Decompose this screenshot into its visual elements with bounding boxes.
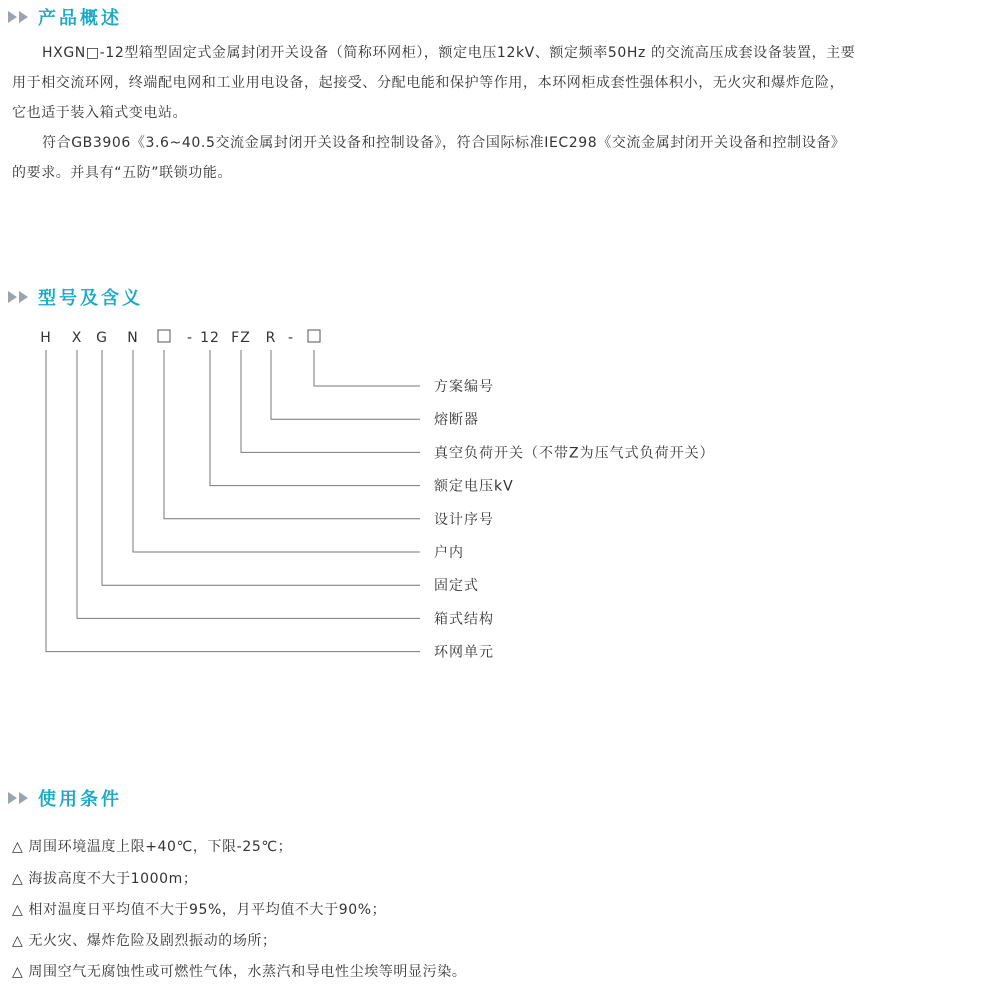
connector-line (102, 350, 420, 585)
meaning-label: 固定式 (434, 578, 479, 595)
condition-item-3: △ 相对温度日平均值不大于95%，月平均值不大于90%； (12, 902, 387, 918)
condition-item-5: △ 周围空气无腐蚀性或可燃性气体，水蒸汽和导电性尘埃等明显污染。 (12, 964, 467, 980)
connector-line (133, 350, 420, 552)
code-part: N (127, 330, 139, 346)
model-code-diagram (0, 318, 1000, 668)
meaning-label: 熔断器 (434, 412, 479, 429)
condition-item-4: △ 无火灾、爆炸危险及剧烈振动的场所； (12, 933, 277, 949)
overview-paragraph-1-line-3: 它也适于装入箱式变电站。 (12, 105, 188, 121)
model-title: 型号及含义 (38, 288, 143, 309)
meaning-label: 环网单元 (434, 644, 494, 661)
arrow-icon (8, 291, 17, 303)
condition-item-1: △ 周围环境温度上限+40℃，下限-25℃； (12, 839, 293, 855)
meaning-label: 户内 (434, 545, 464, 561)
conditions-title: 使用条件 (38, 789, 122, 810)
meaning-label: 箱式结构 (434, 611, 494, 628)
connector-line (271, 350, 420, 419)
overview-header (8, 2, 122, 32)
code-part: G (96, 330, 108, 346)
code-placeholder-box (308, 330, 320, 342)
connector-line (314, 350, 420, 386)
meaning-label: 设计序号 (434, 511, 494, 528)
code-part: R (265, 330, 277, 346)
code-part: X (71, 330, 83, 346)
model-code (40, 330, 320, 346)
model-header (8, 282, 143, 312)
meaning-label: 方案编号 (434, 379, 494, 395)
condition-item-2: △ 海拔高度不大于1000m； (12, 871, 198, 887)
connector-line (164, 350, 420, 519)
meaning-label: 额定电压kV (434, 478, 514, 495)
overview-paragraph-2-line-2: 的要求。并具有“五防”联锁功能。 (12, 165, 233, 181)
overview-paragraph-2-line-1: 符合GB3906《3.6~40.5交流金属封闭开关设备和控制设备》，符合国际标准IEC298《交流金属封闭开关设备和控制设备》 (42, 135, 846, 151)
arrow-icon (19, 792, 28, 804)
meaning-list (434, 379, 715, 661)
connector-line (241, 350, 420, 452)
arrow-icon (19, 291, 28, 303)
code-part: H (40, 330, 52, 346)
overview-paragraph-1-line-2: 用于相交流环网，终端配电网和工业用电设备，起接受、分配电能和保护等作用，本环网柜成套性强体积小，无火灾和爆炸危险， (12, 75, 845, 91)
conditions-header (8, 783, 122, 813)
code-part: - (186, 330, 194, 346)
overview-paragraph-1-line-1: HXGN□-12型箱型固定式金属封闭开关设备（简称环网柜），额定电压12kV、额定频率50Hz 的交流高压成套设备装置，主要 (42, 45, 856, 61)
connector-line (77, 350, 420, 618)
code-part: - (287, 330, 295, 346)
connector-lines (46, 350, 420, 652)
code-placeholder-box (158, 330, 170, 342)
meaning-label: 真空负荷开关（不带Z为压气式负荷开关） (434, 445, 715, 462)
code-part: 12 (200, 330, 220, 346)
code-part: FZ (231, 330, 251, 346)
arrow-icon (8, 11, 17, 23)
arrow-icon (19, 11, 28, 23)
overview-title: 产品概述 (38, 8, 122, 29)
arrow-icon (8, 792, 17, 804)
